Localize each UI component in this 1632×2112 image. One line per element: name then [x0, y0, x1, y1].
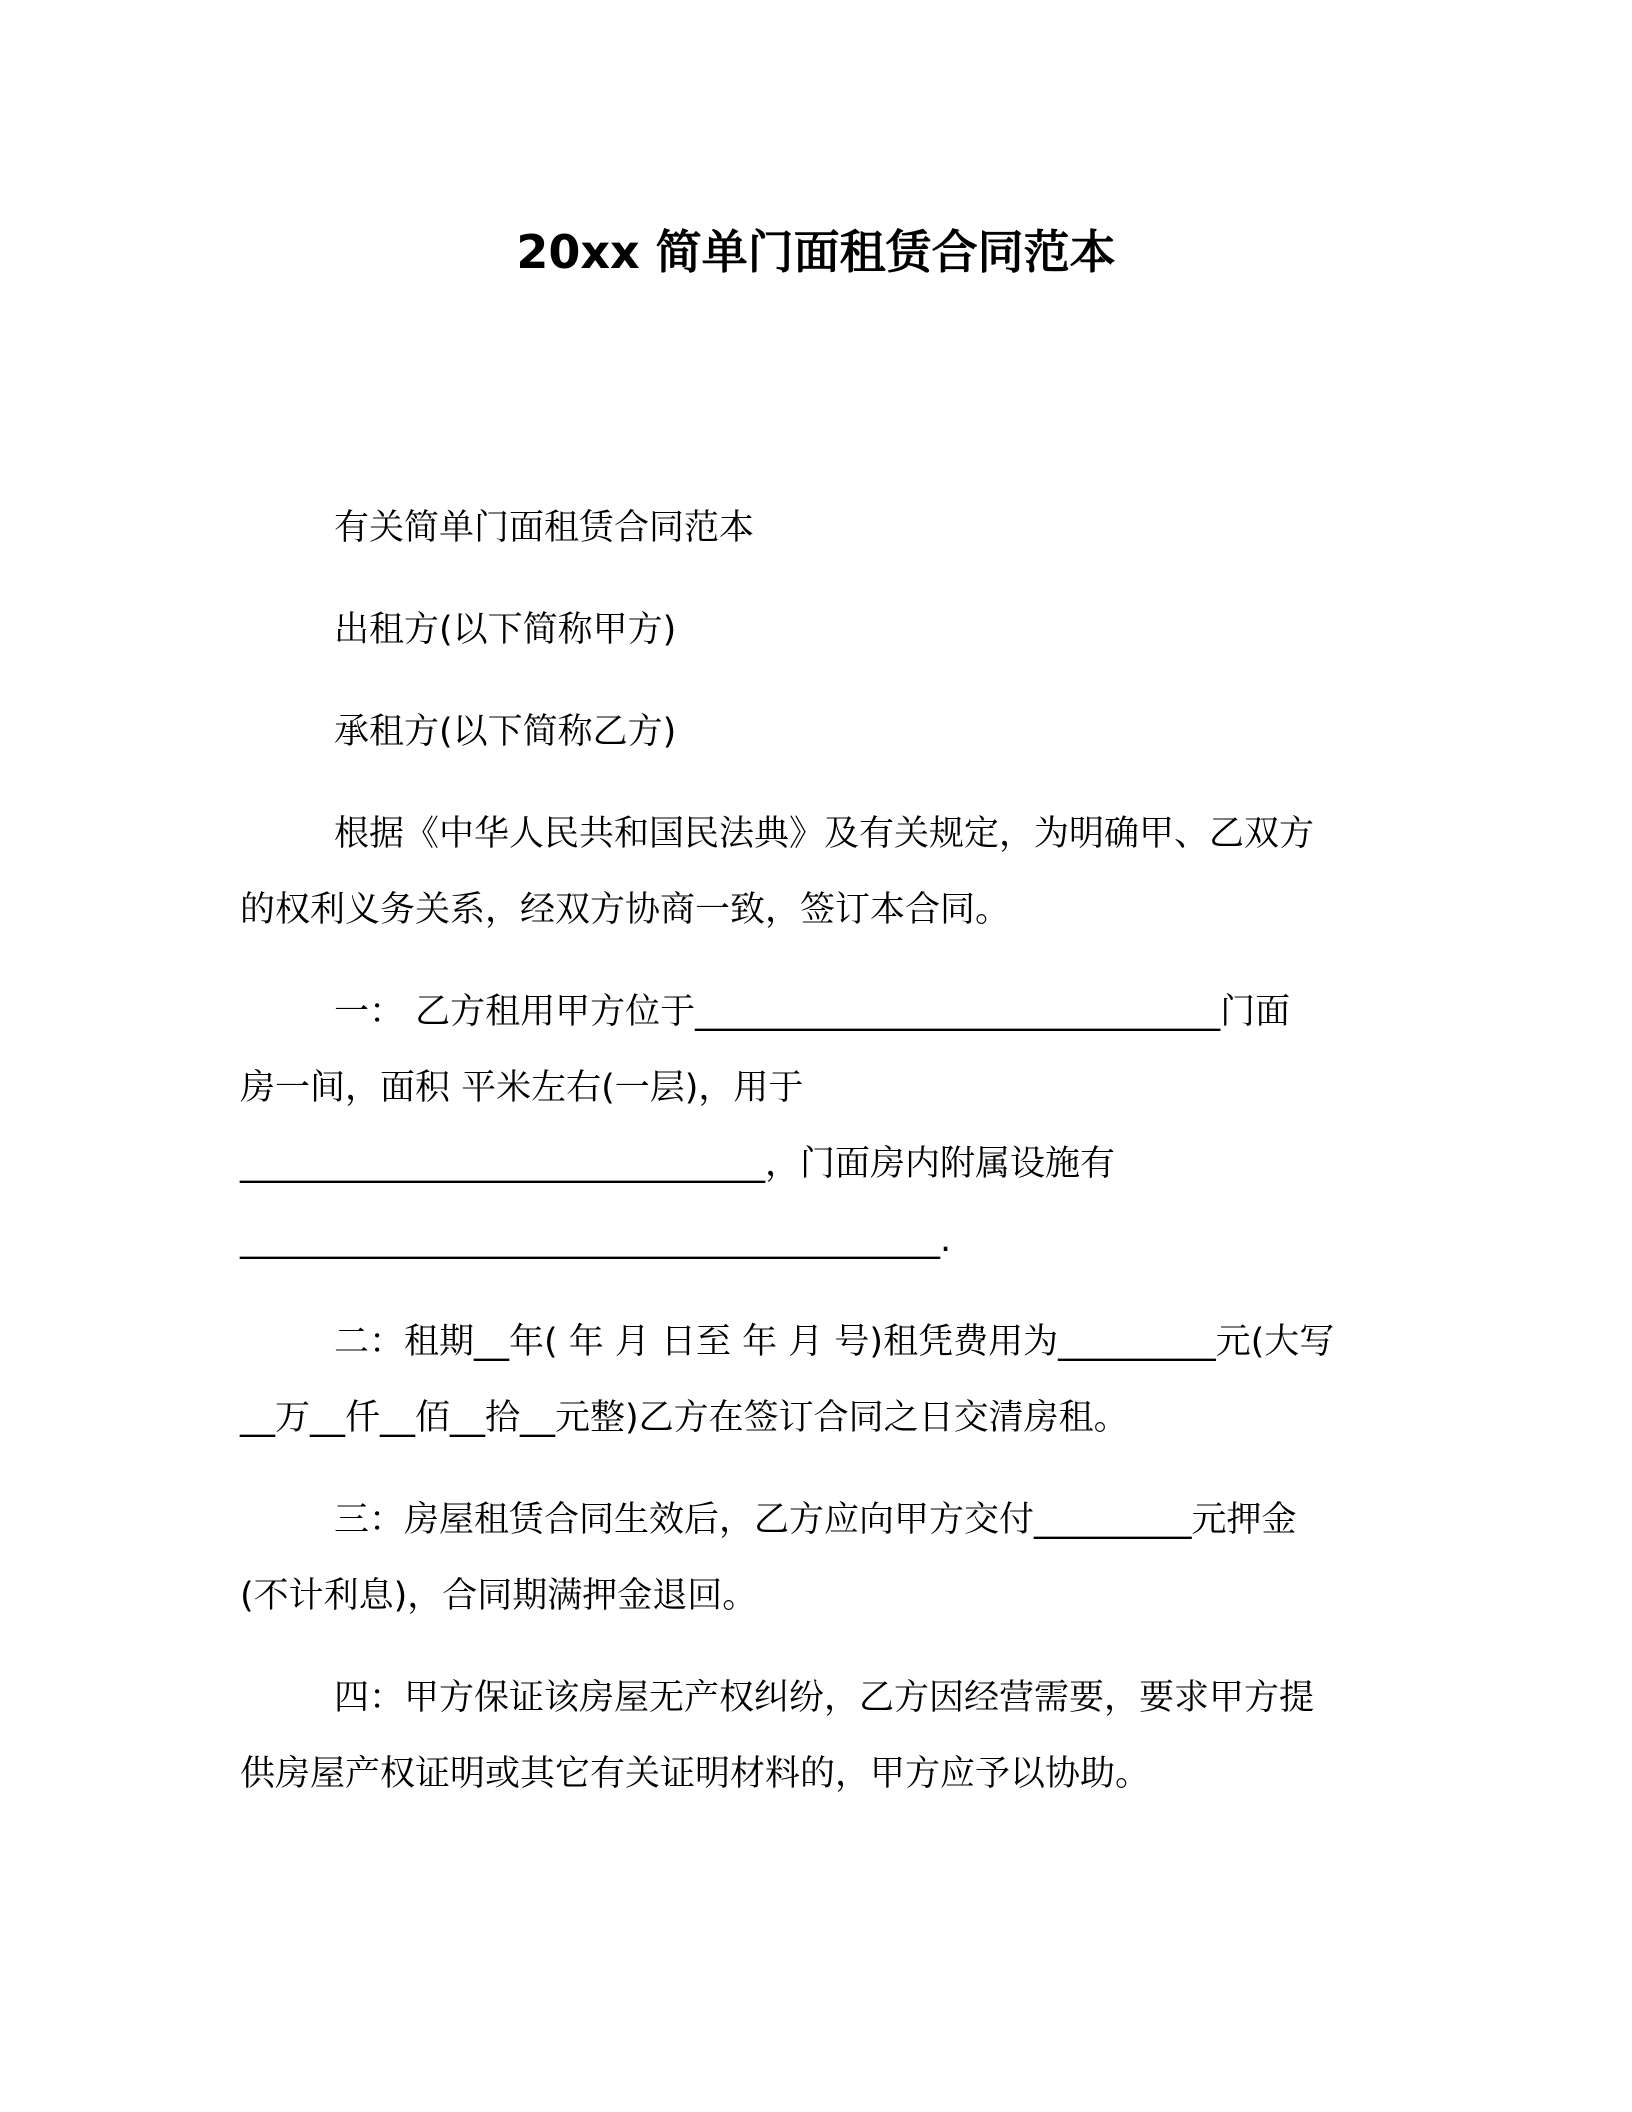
paragraph-line: 出租方(以下简称甲方) [334, 610, 677, 650]
paragraph-line: __万__仟__佰__拾__元整)乙方在签订合同之日交清房租。 [240, 1398, 1129, 1438]
paragraph-clause-3 [240, 1482, 1380, 1634]
paragraph-line: 四：甲方保证该房屋无产权纠纷，乙方因经营需要，要求甲方提 [334, 1678, 1315, 1718]
paragraph-clause-4 [240, 1660, 1380, 1812]
paragraph-clause-2 [240, 1304, 1380, 1456]
document-title: 20xx 简单门面租赁合同范本 [516, 225, 1116, 279]
paragraph-line: 一： 乙方租用甲方位于______________________________门面 [334, 992, 1291, 1032]
paragraph-line: 二：租期__年( 年 月 日至 年 月 号)租凭费用为_________元(大写 [334, 1322, 1335, 1362]
paragraph-line: 承租方(以下简称乙方) [334, 712, 677, 752]
paragraph-lessor [240, 592, 1380, 668]
paragraph-line: 三：房屋租赁合同生效后，乙方应向甲方交付_________元押金 [334, 1500, 1297, 1540]
paragraph-line: ______________________________，门面房内附属设施有 [240, 1144, 1116, 1184]
paragraph-line: 供房屋产权证明或其它有关证明材料的，甲方应予以协助。 [240, 1754, 1151, 1794]
paragraph-line: ________________________________________. [240, 1220, 952, 1260]
paragraph-clause-1 [240, 974, 1380, 1278]
paragraph-lessee [240, 694, 1380, 770]
paragraph-line: 房一间，面积 平米左右(一层)，用于 [240, 1068, 804, 1108]
paragraph-heading [240, 490, 1380, 566]
paragraph-preamble [240, 796, 1380, 948]
paragraph-line: 的权利义务关系，经双方协商一致，签订本合同。 [240, 890, 1011, 930]
paragraph-line: 根据《中华人民共和国民法典》及有关规定，为明确甲、乙双方 [334, 814, 1315, 854]
paragraph-line: (不计利息)，合同期满押金退回。 [240, 1576, 758, 1616]
document-body [240, 490, 1380, 1838]
paragraph-line: 有关简单门面租赁合同范本 [334, 508, 755, 548]
